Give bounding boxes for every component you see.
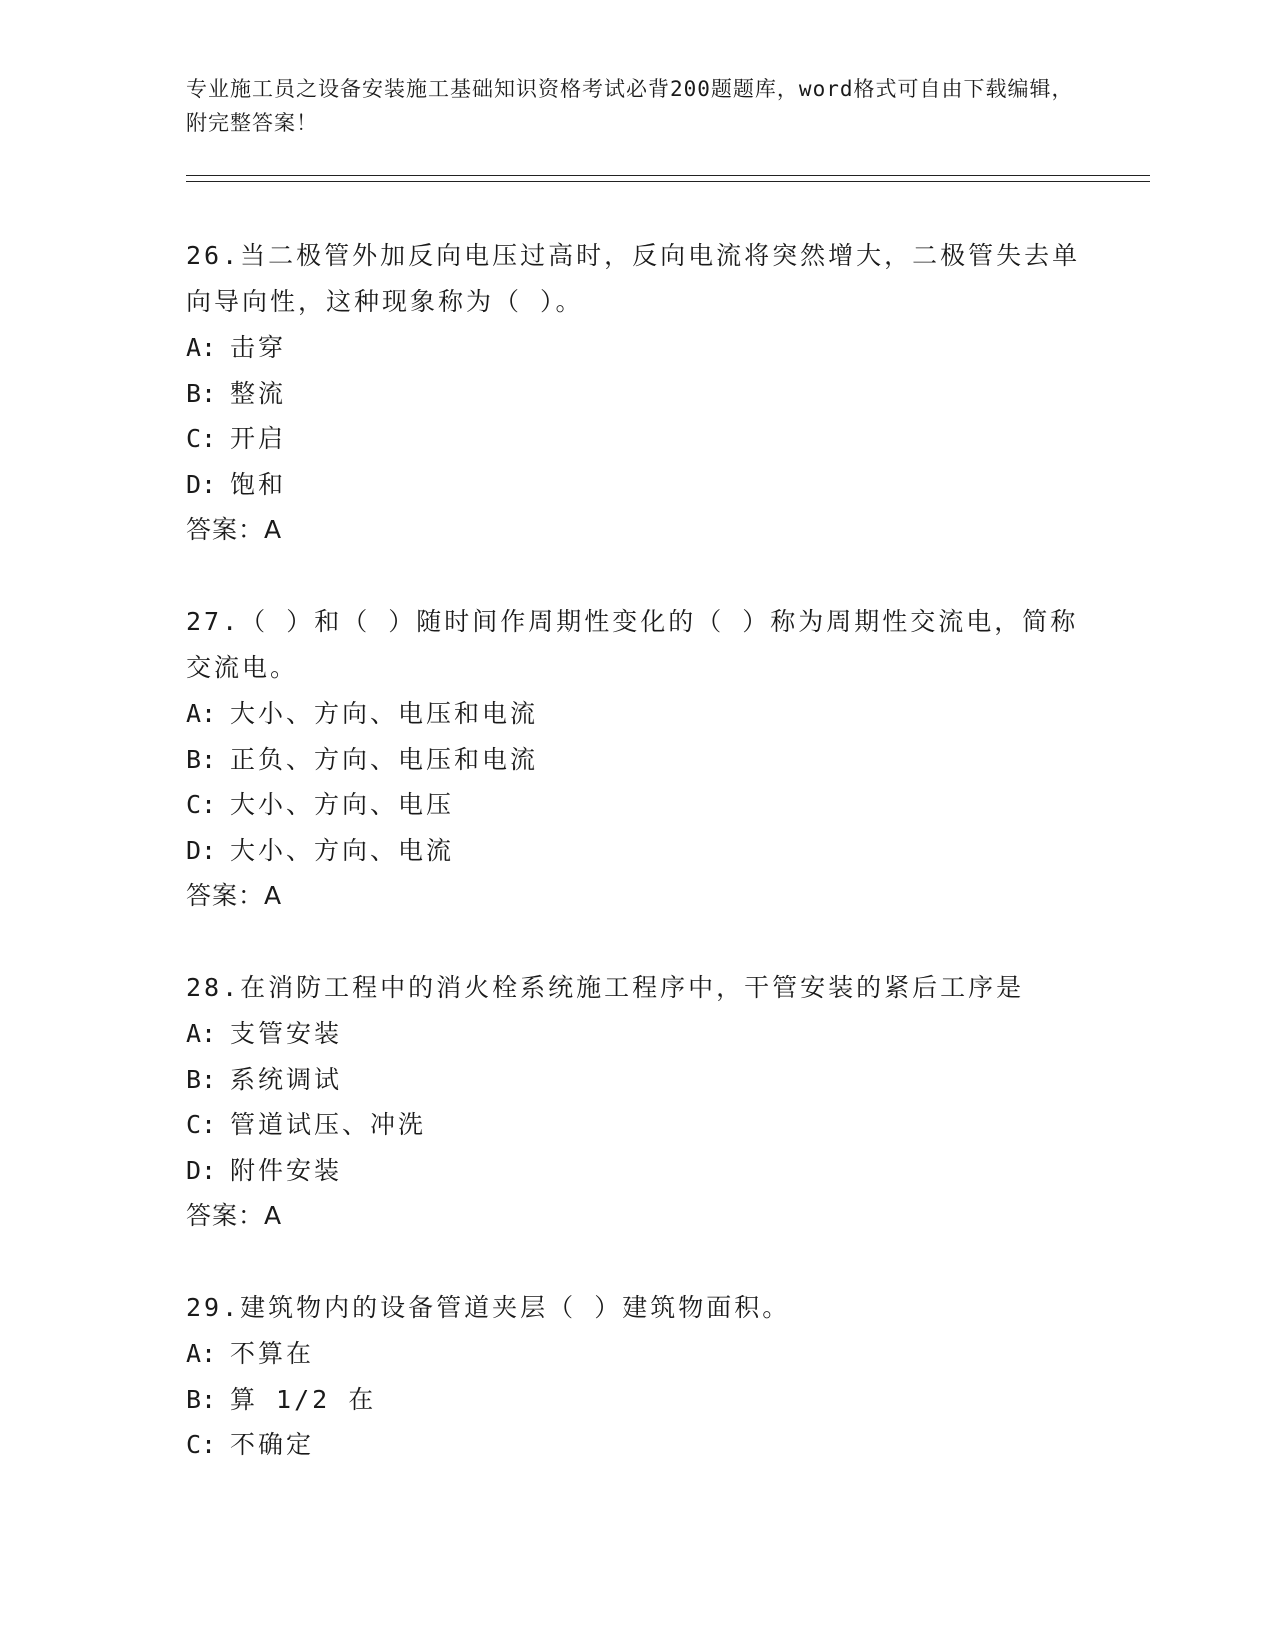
option-text: 不算在	[230, 1339, 315, 1368]
option-text: 大小、方向、电流	[230, 835, 455, 865]
option-a	[186, 1011, 1106, 1057]
option-text: 大小、方向、电压和电流	[230, 699, 539, 728]
option-text: 整流	[230, 378, 287, 408]
option-letter: D:	[186, 835, 217, 865]
option-d	[186, 1148, 1106, 1194]
option-letter: C:	[186, 1110, 217, 1139]
option-a	[186, 325, 1106, 371]
header-divider-bottom	[186, 181, 1150, 182]
option-letter: A:	[186, 333, 217, 362]
answer-line: 答案：A	[186, 881, 283, 910]
question-28	[186, 965, 1106, 1239]
option-letter: A:	[186, 1339, 217, 1368]
option-a	[186, 1331, 1106, 1377]
option-d	[186, 462, 1106, 508]
option-letter: B:	[186, 378, 217, 408]
option-text: 附件安装	[230, 1155, 343, 1185]
option-text: 正负、方向、电压和电流	[230, 744, 539, 774]
answer-line: 答案：A	[186, 1201, 283, 1230]
option-letter: C:	[186, 790, 217, 819]
question-text: 29.建筑物内的设备管道夹层（ ）建筑物面积。	[186, 1293, 791, 1322]
option-b	[186, 371, 1106, 417]
header-text: 专业施工员之设备安装施工基础知识资格考试必背200题题库，word格式可自由下载编辑，附完整答案！	[186, 77, 1074, 135]
option-letter: B:	[186, 1384, 217, 1414]
option-text: 开启	[230, 424, 287, 453]
option-text: 大小、方向、电压	[230, 790, 455, 819]
option-letter: A:	[186, 699, 217, 728]
option-letter: B:	[186, 744, 217, 774]
option-letter: C:	[186, 1430, 217, 1459]
option-text: 饱和	[230, 469, 287, 499]
option-a	[186, 691, 1106, 737]
option-letter: D:	[186, 469, 217, 499]
question-list	[186, 233, 1106, 1514]
option-text: 算 1/2 在	[230, 1384, 377, 1414]
option-text: 支管安装	[230, 1019, 343, 1048]
option-c	[186, 1422, 1106, 1468]
option-d	[186, 828, 1106, 874]
answer-line: 答案：A	[186, 515, 283, 544]
option-text: 系统调试	[230, 1064, 343, 1094]
option-c	[186, 782, 1106, 828]
question-26	[186, 233, 1106, 553]
option-text: 击穿	[230, 333, 287, 362]
header-divider-top	[186, 175, 1150, 176]
option-b	[186, 1377, 1106, 1423]
option-letter: A:	[186, 1019, 217, 1048]
question-29	[186, 1285, 1106, 1468]
document-header	[186, 72, 1086, 140]
question-27	[186, 599, 1106, 919]
option-text: 管道试压、冲洗	[230, 1110, 427, 1139]
question-text: 26.当二极管外加反向电压过高时，反向电流将突然增大，二极管失去单向导向性，这种现象称为（ ）。	[186, 241, 1081, 316]
option-letter: B:	[186, 1064, 217, 1094]
question-text: 27.（ ）和（ ）随时间作周期性变化的（ ）称为周期性交流电，简称交流电。	[186, 607, 1079, 682]
option-text: 不确定	[230, 1430, 315, 1459]
option-c	[186, 1102, 1106, 1148]
option-letter: D:	[186, 1155, 217, 1185]
option-letter: C:	[186, 424, 217, 453]
question-text: 28.在消防工程中的消火栓系统施工程序中，干管安装的紧后工序是	[186, 973, 1025, 1002]
option-b	[186, 737, 1106, 783]
option-c	[186, 416, 1106, 462]
option-b	[186, 1057, 1106, 1103]
